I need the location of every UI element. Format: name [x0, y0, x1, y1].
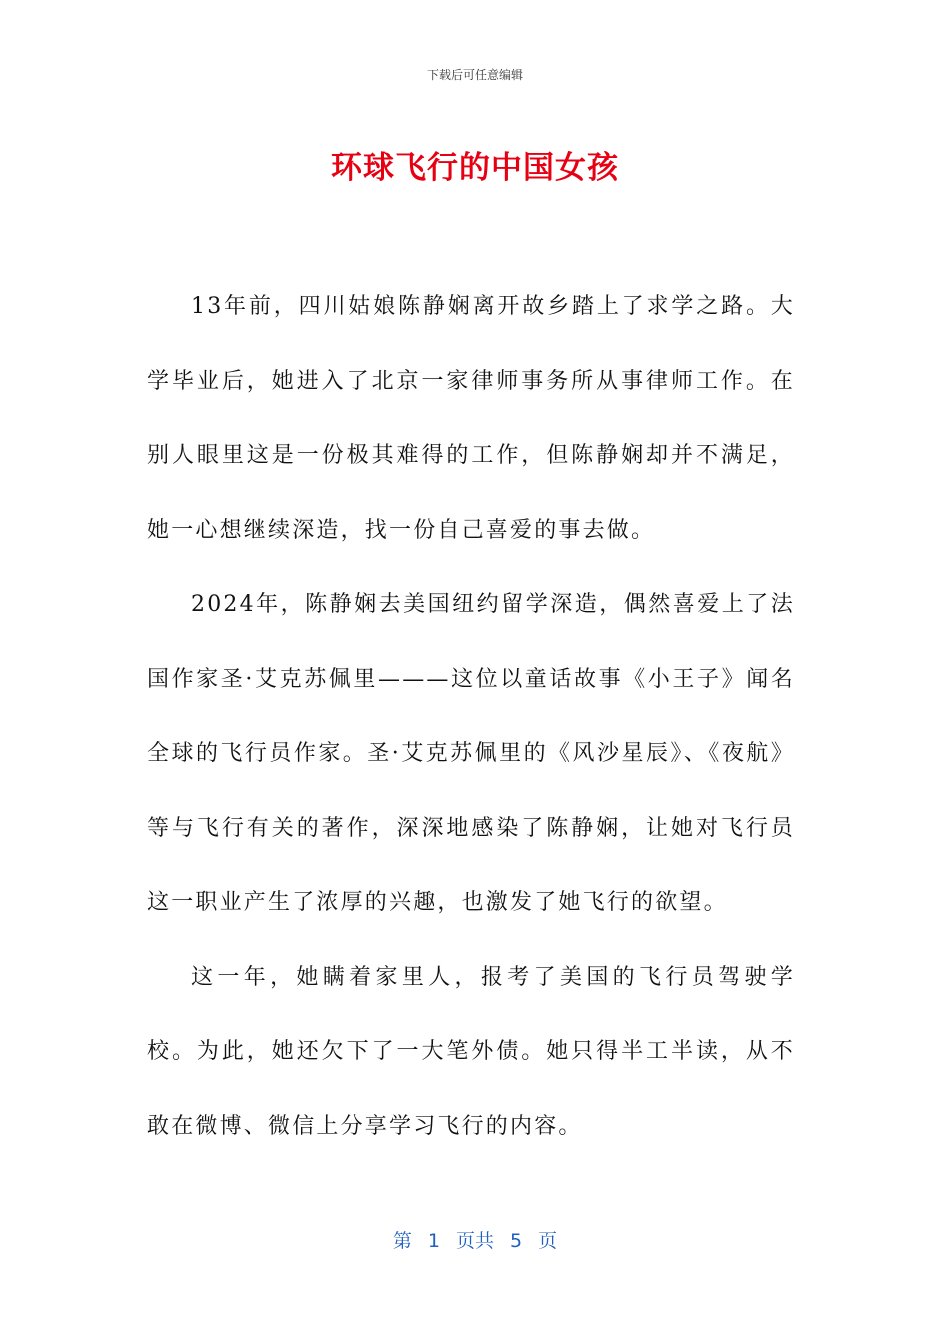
document-body [147, 270, 795, 1164]
current-page-number: 1 [427, 1230, 440, 1252]
total-pages-number: 5 [510, 1230, 523, 1252]
document-title: 环球飞行的中国女孩 [331, 150, 619, 186]
paragraph-3: 这一年，她瞒着家里人，报考了美国的飞行员驾驶学校。为此，她还欠下了一大笔外债。她只得半工半读，从不敢在微博、微信上分享学习飞行的内容。 [147, 964, 795, 1139]
header-note: 下载后可任意编辑 [426, 68, 523, 82]
page-footer [0, 1226, 950, 1253]
page-prefix: 第 [392, 1230, 412, 1252]
page-suffix: 页 [538, 1230, 558, 1252]
paragraph-2: 2024年，陈静娴去美国纽约留学深造，偶然喜爱上了法国作家圣·艾克苏佩里———这位以童话故事《小王子》闻名全球的飞行员作家。圣·艾克苏佩里的《风沙星辰》、《夜航》等与飞行有关的著作，深深地感染了陈静娴，让她对飞行员这一职业产生了浓厚的兴趣，也激发了她飞行的欲望。 [147, 592, 795, 915]
page-middle: 页共 [455, 1230, 494, 1252]
paragraph-1: 13年前，四川姑娘陈静娴离开故乡踏上了求学之路。大学毕业后，她进入了北京一家律师事务所从事律师工作。在别人眼里这是一份极其难得的工作，但陈静娴却并不满足，她一心想继续深造，找一份自己喜爱的事去做。 [147, 294, 795, 543]
